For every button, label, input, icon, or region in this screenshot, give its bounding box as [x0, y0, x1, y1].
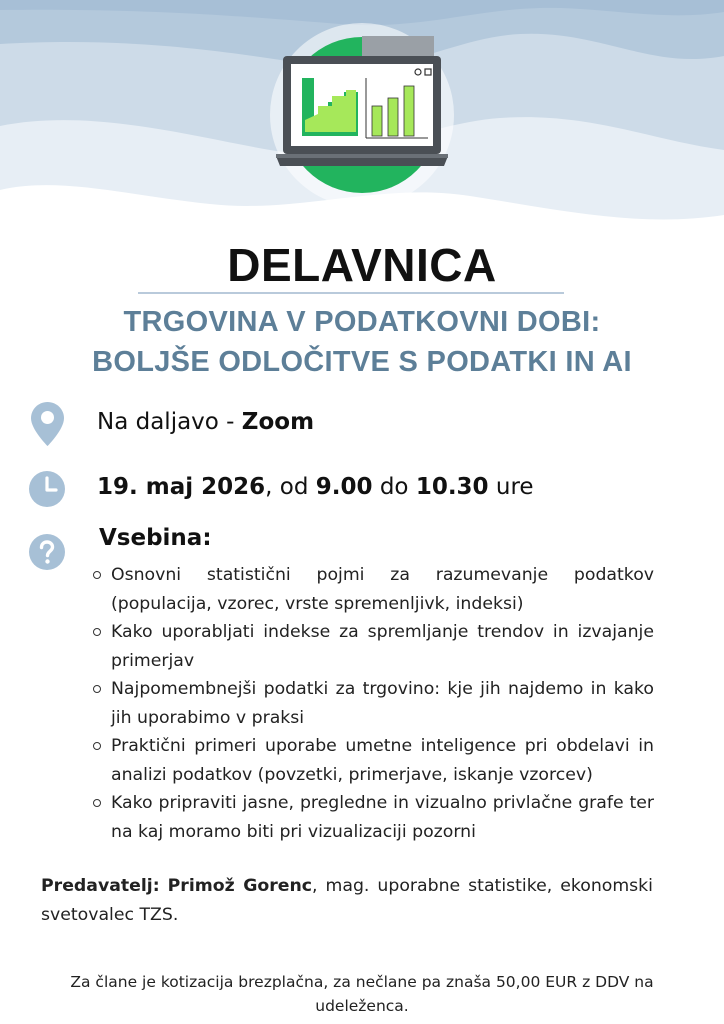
topics-list [92, 561, 654, 846]
list-item: Najpomembnejši podatki za trgovino: kje jih najdemo in kako jih uporabimo v praksi [92, 675, 654, 732]
location-platform: Zoom [241, 409, 315, 435]
event-end-time: 10.30 [415, 474, 489, 500]
location-pin-icon [31, 402, 64, 446]
datetime-line [97, 474, 534, 500]
fee-note: Za člane je kotizacija brezplačna, za nečlane pa znaša 50,00 EUR z DDV na udeleženca. [70, 973, 654, 1015]
location-line [97, 409, 314, 435]
clock-icon [29, 471, 65, 507]
location-prefix: Na daljavo - [97, 409, 242, 435]
list-item: Kako uporabljati indekse za spremljanje trendov in izvajanje primerjav [92, 618, 654, 675]
list-item: Praktični primeri uporabe umetne inteligence pri obdelavi in analizi podatkov (povzetki, primerjave, iskanje vzorcev) [92, 732, 654, 789]
datetime-from-text: , od [265, 474, 316, 500]
header-illustration [0, 0, 724, 235]
content-heading: Vsebina: [99, 525, 212, 551]
page-title: DELAVNICA [227, 239, 497, 291]
lecturer-name: Primož Gorenc [167, 876, 313, 896]
subtitle-line-2: BOLJŠE ODLOČITVE S PODATKI IN AI [92, 346, 632, 378]
event-start-time: 9.00 [315, 474, 373, 500]
lecturer-description: , mag. uporabne statistike, ekonomski svetovalec TZS. [41, 876, 653, 925]
laptop-chart-icon [270, 23, 454, 207]
list-item: Kako pripraviti jasne, pregledne in vizualno privlačne grafe ter na kaj moramo biti pri vizualizaciji pozorni [92, 789, 654, 846]
lecturer-label: Predavatelj: [41, 876, 160, 896]
datetime-to-text: do [372, 474, 416, 500]
subtitle-line-1: TRGOVINA V PODATKOVNI DOBI: [123, 306, 601, 338]
question-icon [29, 534, 65, 570]
list-item: Osnovni statistični pojmi za razumevanje podatkov (populacija, vzorec, vrste spremenljivk, indeksi) [92, 561, 654, 618]
title-divider [138, 292, 564, 294]
lecturer-info [41, 872, 653, 929]
datetime-suffix: ure [488, 474, 534, 500]
event-date: 19. maj 2026 [97, 474, 266, 500]
